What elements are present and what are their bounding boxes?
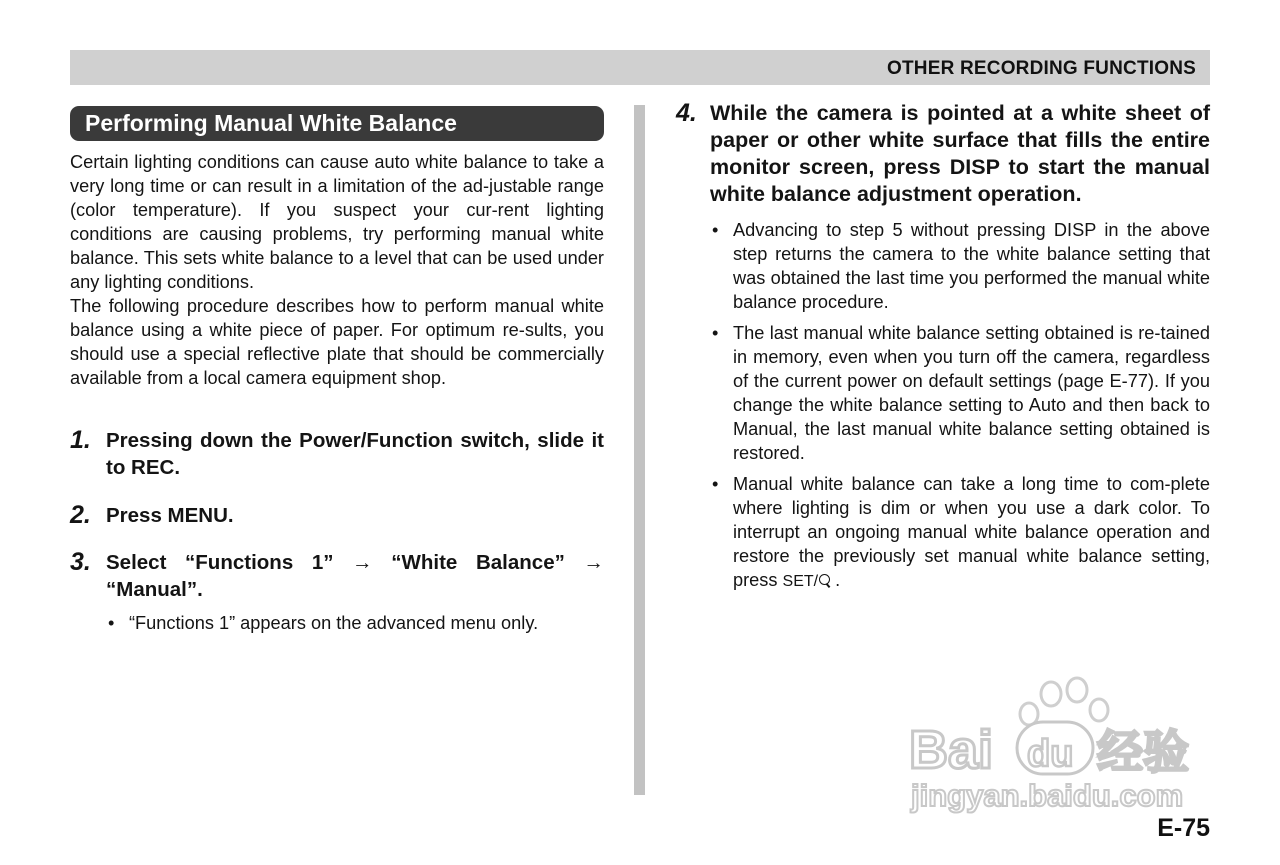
step-text: Pressing down the Power/Function switch, slide it to REC. [106, 429, 604, 479]
right-column [676, 100, 1210, 594]
note-3-end: . [835, 570, 841, 590]
note-3-body: Manual white balance can take a long time to com-plete where lighting is dim or when you use a dark color. To interrupt an ongoing manual white balance operation and restore the previously set manual white balance setting, press [733, 474, 1210, 590]
step-4-note-2 [710, 321, 1210, 465]
step-number: 1. [70, 426, 91, 454]
bullet: • [712, 323, 719, 343]
left-column [70, 106, 604, 635]
step-text: While the camera is pointed at a white sheet of paper or other white surface that fills the entire monitor screen, press DISP to start the manual white balance adjustment operation. [710, 101, 1210, 206]
watermark-cn: 经验 [1097, 725, 1189, 779]
paw-toe [1090, 699, 1108, 721]
intro-paragraph-1: Certain lighting conditions can cause auto white balance to take a very long time or can result in a limitation of the ad-justable range (color temperature). If you suspect your cur-rent lighting conditions are causing problems, try performing manual white balance. This sets white balance to a level that can be used under any lighting conditions. [70, 152, 604, 292]
step-2 [70, 502, 604, 529]
magnify-icon [818, 574, 830, 588]
header-title: OTHER RECORDING FUNCTIONS [887, 58, 1196, 79]
bullet: • [108, 613, 115, 633]
column-divider [634, 105, 645, 795]
note-text: The last manual white balance setting obtained is re-tained in memory, even when you turn off the camera, regardless of the current power on default settings (page E-77). If you change the white balance setting to Auto and then back to Manual, the last manual white balance setting obtained is restored. [733, 323, 1210, 463]
step-number: 2. [70, 501, 91, 529]
set-key-label: SET/ [782, 573, 819, 590]
step-1 [70, 427, 604, 481]
step-4-note-3 [710, 472, 1210, 594]
page-number: E-75 [1157, 814, 1210, 842]
bullet: • [712, 220, 719, 240]
step-3 [70, 549, 604, 603]
intro-paragraph-2: The following procedure describes how to perform manual white balance using a white piece of paper. For optimum re-sults, you should use a special reflective plate that should be commercially available from a local camera equipment shop. [70, 296, 604, 388]
note-text: Advancing to step 5 without pressing DISP in the above step returns the camera to the white balance setting that was obtained the last time you performed the manual white balance procedure. [733, 220, 1210, 312]
section-title: Performing Manual White Balance [70, 106, 604, 141]
note-text [733, 472, 1210, 594]
step-text: Select “Functions 1” → “White Balance” → “Manual”. [106, 551, 604, 601]
paw-toe [1067, 678, 1087, 702]
step-4 [676, 100, 1210, 208]
header-bar [70, 50, 1210, 85]
step-3-note [70, 611, 604, 635]
step-text: Press MENU. [106, 504, 234, 527]
step-4-note-1 [710, 218, 1210, 314]
watermark-du: du [1027, 733, 1074, 775]
paw-toe [1041, 682, 1061, 706]
step-number: 3. [70, 548, 91, 576]
baidu-watermark [905, 676, 1205, 816]
step-number: 4. [676, 99, 697, 127]
note-text: “Functions 1” appears on the advanced menu only. [129, 613, 539, 633]
watermark-url: jingyan.baidu.com [911, 778, 1184, 813]
bullet: • [712, 474, 719, 494]
watermark-bai: Bai [909, 720, 994, 780]
